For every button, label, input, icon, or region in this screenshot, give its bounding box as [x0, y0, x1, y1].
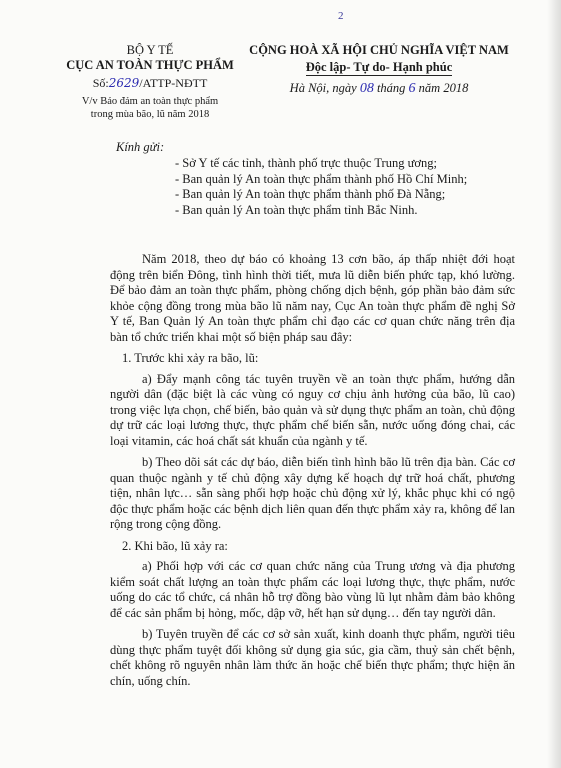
recipient-item: - Ban quản lý An toàn thực phẩm tỉnh Bắc Ninh.	[175, 202, 418, 217]
subject-line-1: V/v Bảo đảm an toàn thực phẩm	[81, 96, 219, 107]
date-month-label: tháng	[376, 81, 406, 95]
agency-name: CỤC AN TOÀN THỰC PHẨM	[66, 58, 234, 72]
page-edge-shadow	[547, 0, 561, 768]
issuer-block	[60, 43, 240, 121]
ministry-name: BỘ Y TẾ	[126, 43, 174, 57]
subject-line-2: trong mùa bão, lũ năm 2018	[90, 108, 210, 120]
document-body	[110, 252, 515, 695]
document-number	[60, 76, 240, 90]
recipient-item: - Sở Y tế các tỉnh, thành phố trực thuộc Trung ương;	[175, 156, 437, 170]
doc-no-prefix: Số:	[92, 76, 109, 90]
recipient-list	[175, 156, 467, 218]
date-line	[243, 81, 515, 96]
doc-no-handwritten: 2629	[108, 76, 140, 90]
intro-paragraph: Năm 2018, theo dự báo có khoảng 13 cơn bão, áp thấp nhiệt đới hoạt động trên biển Đông, tình hình thời tiết, mưa lũ diễn biến phức tạp, khó lường. Để bảo đảm an toàn thực phẩm, phòng chống dịch bệnh, góp phần bảo đảm sức khỏe cộng đồng trong mùa bão lũ năm nay, Cục An toàn thực phẩm đề nghị Sở Y tế, Ban Quản lý An toàn thực phẩm chỉ đạo các cơ quan chức năng trên địa bàn tổ chức triển khai một số biện pháp sau đây:	[110, 252, 515, 344]
section-1-item-b: b) Theo dõi sát các dự báo, diễn biến tình hình bão lũ trên địa bàn. Các cơ quan thuộc ngành y tế chủ động xây dựng kế hoạch dự trữ hoá chất, phương tiện, nhân lực… sẵn sàng phối hợp hoặc chủ động xử lý, khắc phục khi có ngộ độc thực phẩm hoặc các bệnh dịch liên quan đến thực phẩm xảy ra, không để lan rộng trong cộng đồng.	[110, 455, 515, 531]
doc-no-suffix: /ATTP-NĐTT	[139, 76, 208, 90]
recipient-item: - Ban quản lý An toàn thực phẩm thành phố Đà Nẵng;	[175, 187, 446, 201]
subject-line	[60, 96, 240, 121]
date-day: 08	[359, 81, 374, 96]
nation-title: CỘNG HOÀ XÃ HỘI CHỦ NGHĨA VIỆT NAM	[249, 43, 509, 57]
section-1-item-a: a) Đẩy mạnh công tác tuyên truyền về an toàn thực phẩm, hướng dẫn người dân (đặc biệt là các vùng có nguy cơ chịu ảnh hưởng của bão, lũ cao) trong việc lựa chọn, chế biến, bảo quản và sử dụng thực phẩm an toàn, chủ động dự trữ các loại lương thực, thực phẩm chế biến sẵn, nước uống đóng chai, các loại vitamin, các hoá chất sát khuẩn của ngành y tế.	[110, 371, 515, 448]
section-heading-1: 1. Trước khi xảy ra bão, lũ:	[122, 351, 259, 365]
section-2-item-a: a) Phối hợp với các cơ quan chức năng của Trung ương và địa phương kiểm soát chất lượng an toàn thực phẩm các loại lương thực, thực phẩm, nước uống do các tổ chức, cá nhân hỗ trợ đồng bào vùng lũ lụt nhằm đảm bảo không để các sản phẩm bị hỏng, mốc, dập vỡ, hết hạn sử dụng… đến tay người dân.	[110, 559, 515, 620]
section-2-item-b: b) Tuyên truyền để các cơ sở sản xuất, kinh doanh thực phẩm, người tiêu dùng thực phẩm tuyệt đối không sử dụng gia súc, gia cầm, thuỷ sản chết bệnh, chết không rõ nguyên nhân làm thức ăn hoặc chế biến thực phẩm; thực hiện ăn chín, uống chín.	[110, 627, 515, 688]
date-year: năm 2018	[418, 81, 469, 95]
national-header	[243, 43, 515, 96]
handwritten-mark: 2	[338, 10, 344, 22]
greeting: Kính gửi:	[116, 140, 165, 154]
date-prefix: Hà Nội, ngày	[289, 81, 357, 95]
date-month: 6	[408, 81, 416, 96]
national-motto: Độc lập- Tự do- Hạnh phúc	[305, 60, 453, 74]
section-heading-2: 2. Khi bão, lũ xảy ra:	[122, 538, 228, 553]
recipient-item: - Ban quản lý An toàn thực phẩm thành phố Hồ Chí Minh;	[175, 171, 468, 186]
